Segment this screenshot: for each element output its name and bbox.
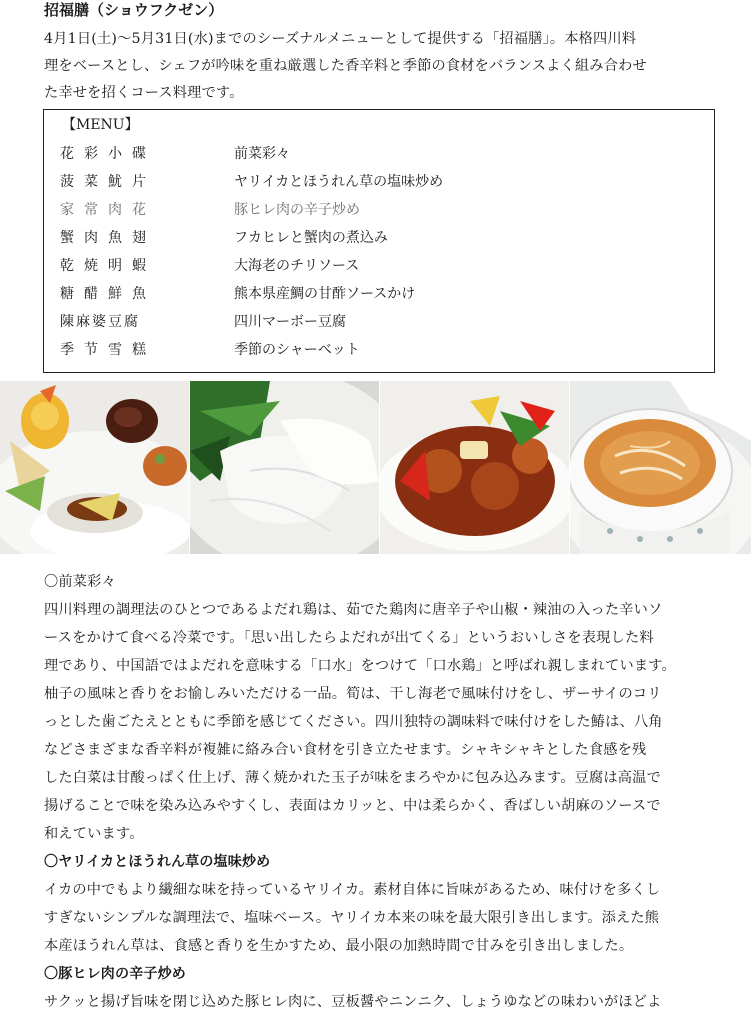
section-line: 理であり、中国語ではよだれを意味する「口水」をつけて「口水鶏」と呼ばれ親しまれています。	[44, 658, 676, 674]
menu-item	[44, 252, 714, 280]
menu-box	[43, 109, 715, 373]
menu-item	[44, 224, 714, 252]
intro-line: た幸せを招くコース料理です。	[44, 85, 244, 101]
menu-item	[44, 280, 714, 308]
section-line: っとした歯ごたえとともに季節を感じてください。四川独特の調味料で味付けをした鰆は、八角	[44, 714, 663, 730]
menu-heading: 【MENU】	[62, 117, 139, 133]
menu-item-japanese: 大海老のチリソース	[234, 258, 360, 274]
menu-item-chinese: 蟹肉魚翅	[60, 230, 156, 246]
shark-fin-soup-photo	[570, 381, 751, 554]
section-heading: 〇豚ヒレ肉の辛子炒め	[44, 966, 186, 982]
menu-item-chinese: 季节雪糕	[60, 342, 156, 358]
section-line: すぎないシンプルな調理法で、塩味ベース。ヤリイカ本来の味を最大限引き出します。添えた熊	[44, 910, 660, 926]
section-heading: 〇前菜彩々	[44, 574, 116, 590]
menu-item-chinese: 陳麻婆豆腐	[60, 314, 140, 330]
section-line: などさまざまな香辛料が複雑に絡み合い食材を引き立たせます。シャキシャキとした食感を残	[44, 742, 647, 758]
menu-item-chinese: 家常肉花	[60, 202, 156, 218]
intro-paragraph	[44, 26, 734, 107]
menu-item-japanese: 季節のシャーベット	[234, 342, 360, 358]
menu-item-japanese: 熊本県産鯛の甘酢ソースかけ	[234, 286, 416, 302]
section-line: ースをかけて食べる冷菜です。「思い出したらよだれが出てくる」というおいしさを表現した料	[44, 630, 654, 646]
menu-item	[44, 196, 714, 224]
description-text	[44, 568, 734, 1016]
menu-item-japanese: フカヒレと蟹肉の煮込み	[234, 230, 388, 246]
menu-item-japanese: ヤリイカとほうれん草の塩味炒め	[234, 174, 444, 190]
section-heading: 〇ヤリイカとほうれん草の塩味炒め	[44, 854, 271, 870]
section-line: 本産ほうれん草は、食感と香りを生かすため、最小限の加熱時間で甘みを引き出しました。	[44, 938, 634, 954]
menu-item-chinese: 糖醋鮮魚	[60, 286, 156, 302]
section-line: した白菜は甘酸っぱく仕上げ、薄く焼かれた玉子が味をまろやかに包み込みます。豆腐は高温で	[44, 770, 661, 786]
menu-item	[44, 168, 714, 196]
section-line: 四川料理の調理法のひとつであるよだれ鶏は、茹でた鶏肉に唐辛子や山椒・辣油の入った辛いソ	[44, 602, 663, 618]
menu-item-chinese: 花彩小碟	[60, 146, 156, 162]
section-line: イカの中でもより繊細な味を持っているヤリイカ。素材自体に旨味があるため、味付けを多くし	[44, 882, 661, 898]
page-title: 招福膳（ショウフクゼン）	[44, 1, 224, 19]
appetizer-platter-photo	[0, 381, 189, 554]
menu-item	[44, 140, 714, 168]
squid-spinach-photo	[190, 381, 379, 554]
menu-item-chinese: 菠菜魷片	[60, 174, 156, 190]
menu-item-chinese: 乾焼明蝦	[60, 258, 156, 274]
intro-line: 4月1日(土)～5月31日(水)までのシーズナルメニューとして提供する「招福膳」。本格四川料	[44, 31, 637, 47]
menu-item-japanese: 前菜彩々	[234, 146, 290, 162]
menu-item-japanese: 豚ヒレ肉の辛子炒め	[234, 202, 360, 218]
menu-item	[44, 308, 714, 336]
photo-strip	[0, 381, 751, 554]
section-line: サクッと揚げ旨味を閉じ込めた豚ヒレ肉に、豆板醤やニンニク、しょうゆなどの味わいがほどよ	[44, 994, 662, 1010]
pork-chili-stirfry-photo	[380, 381, 569, 554]
menu-item-japanese: 四川マーボー豆腐	[234, 314, 346, 330]
intro-line: 理をベースとし、シェフが吟味を重ね厳選した香辛料と季節の食材をバランスよく組み合わせ	[44, 58, 647, 74]
menu-item	[44, 336, 714, 364]
section-line: 和えています。	[44, 826, 144, 842]
section-line: 柚子の風味と香りをお愉しみいただける一品。筍は、干し海老で風味付けをし、ザーサイのコリ	[44, 686, 662, 702]
section-line: 揚げることで味を染み込みやすくし、表面はカリッと、中は柔らかく、香ばしい胡麻のソースで	[44, 798, 661, 814]
